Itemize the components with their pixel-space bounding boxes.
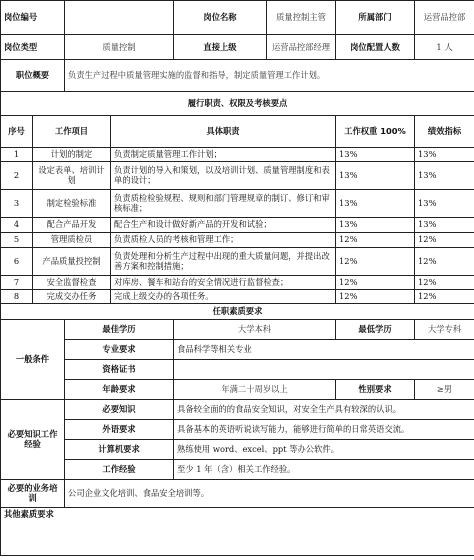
duty-detail: 对库房、餐车和站台的安全情况进行监督检查； — [111, 275, 336, 289]
english-label: 外语要求 — [65, 419, 174, 439]
computer-value: 熟练使用 word、excel、ppt 等办公软件。 — [174, 439, 474, 459]
duty-detail: 配合生产和设计做好新产品的开发和试验； — [111, 217, 336, 232]
min-education-label: 最低学历 — [336, 319, 415, 339]
knowledge-value: 具备较全面的的食品安全知识，对安全生产具有较深的认识。 — [174, 399, 474, 419]
col-item-header: 工作项目 — [33, 116, 111, 148]
min-education-value: 大学专科 — [415, 319, 474, 339]
cert-value — [174, 359, 474, 379]
duty-no: 2 — [1, 161, 33, 189]
col-detail-header: 具体职责 — [111, 116, 336, 148]
duty-row — [1, 275, 474, 289]
duty-no: 6 — [1, 247, 33, 275]
col-weight-header: 工作权重 100% — [336, 116, 415, 148]
dept-value: 运营品控部 — [415, 1, 474, 35]
duty-no: 5 — [1, 232, 33, 247]
overview-row — [1, 60, 474, 92]
duty-item: 完成交办任务 — [33, 289, 111, 303]
major-value: 食品科学等相关专业 — [174, 339, 474, 359]
post-name-value: 质量控制主管 — [267, 1, 336, 35]
post-code-value — [65, 1, 174, 35]
overview-value: 负责生产过程中质量管理实施的监督和指导，制定质量管理工作计划。 — [65, 60, 474, 92]
duty-item: 制定检验标准 — [33, 189, 111, 217]
qual-row-major — [1, 339, 474, 359]
duty-weight: 12% — [336, 247, 415, 275]
qual-row-other — [1, 507, 474, 555]
overview-label: 职位概要 — [1, 60, 65, 92]
duty-no: 4 — [1, 217, 33, 232]
duty-kpi: 12% — [415, 289, 474, 303]
training-label: 必要的业务培训 — [1, 479, 65, 507]
headcount-label: 岗位配置人数 — [336, 35, 415, 60]
duty-item: 安全监督检查 — [33, 275, 111, 289]
qualifications-title-row — [1, 303, 474, 319]
other-requirements — [1, 507, 474, 555]
duty-kpi: 13% — [415, 161, 474, 189]
duty-item: 产品质量投控制 — [33, 247, 111, 275]
duties-header-row — [1, 116, 474, 148]
qual-row-training — [1, 479, 474, 507]
qual-row-age — [1, 379, 474, 399]
duty-kpi: 12% — [415, 247, 474, 275]
duty-weight: 13% — [336, 161, 415, 189]
duty-item: 配合产品开发 — [33, 217, 111, 232]
duty-detail: 完成上级交办的各项任务。 — [111, 289, 336, 303]
duty-detail: 负责计划的导入和策划，以及培训计划、质量管理制度和表单的设计； — [111, 161, 336, 189]
duty-detail: 负责质检人员的考核和管理工作； — [111, 232, 336, 247]
post-name-label: 岗位名称 — [174, 1, 267, 35]
duty-detail: 负责制定质量管理工作计划； — [111, 148, 336, 162]
duty-item: 计划的制定 — [33, 148, 111, 162]
post-code-label: 岗位编号 — [1, 1, 65, 35]
qual-row-cert — [1, 359, 474, 379]
duties-title-row — [1, 92, 474, 116]
age-label: 年龄要求 — [65, 379, 174, 399]
duty-kpi: 13% — [415, 217, 474, 232]
duty-item: 设定表单、培训计划 — [33, 161, 111, 189]
duty-weight: 12% — [336, 289, 415, 303]
training-value: 公司企业文化培训、食品安全培训等。 — [65, 479, 474, 507]
duty-weight: 13% — [336, 148, 415, 162]
general-conditions-label: 一般条件 — [1, 319, 65, 399]
duty-kpi: 12% — [415, 232, 474, 247]
computer-label: 计算机要求 — [65, 439, 174, 459]
duty-row — [1, 189, 474, 217]
duty-kpi: 13% — [415, 189, 474, 217]
superior-value: 运营品控部经理 — [267, 35, 336, 60]
skills-experience-label: 必要知识工作经验 — [1, 399, 65, 479]
major-label: 专业要求 — [65, 339, 174, 359]
col-no-header: 序号 — [1, 116, 33, 148]
duty-item: 管理质检员 — [33, 232, 111, 247]
duty-row — [1, 232, 474, 247]
duty-weight: 13% — [336, 189, 415, 217]
qual-row-education — [1, 319, 474, 339]
experience-label: 工作经验 — [65, 459, 174, 479]
duty-weight: 13% — [336, 217, 415, 232]
other-requirements-label: 其他素质要求 — [4, 508, 54, 519]
dept-label: 所属部门 — [336, 1, 415, 35]
col-kpi-header: 绩效指标 — [415, 116, 474, 148]
duty-kpi: 12% — [415, 275, 474, 289]
duty-row — [1, 148, 474, 162]
best-education-label: 最佳学历 — [65, 319, 174, 339]
duty-kpi: 13% — [415, 148, 474, 162]
knowledge-label: 必要知识 — [65, 399, 174, 419]
duty-row — [1, 289, 474, 303]
qual-row-computer — [1, 439, 474, 459]
duties-section-title: 履行职责、权限及考核要点 — [1, 92, 474, 116]
qual-row-knowledge — [1, 399, 474, 419]
age-value: 年满二十周岁以上 — [174, 379, 336, 399]
post-type-label: 岗位类型 — [1, 35, 65, 60]
english-value: 具备基本的英语听说读写能力，能够进行简单的日常英语交流。 — [174, 419, 474, 439]
duty-no: 1 — [1, 148, 33, 162]
header-row-1 — [1, 1, 474, 35]
duty-no: 7 — [1, 275, 33, 289]
best-education-value: 大学本科 — [174, 319, 336, 339]
duty-row — [1, 247, 474, 275]
qualifications-section-title: 任职素质要求 — [1, 303, 474, 319]
duty-no: 3 — [1, 189, 33, 217]
superior-label: 直接上级 — [174, 35, 267, 60]
duty-row — [1, 161, 474, 189]
duty-detail: 负责质检检验规程、规则和部门管理规章的制订、修订和审核标准； — [111, 189, 336, 217]
qual-row-experience — [1, 459, 474, 479]
duty-weight: 12% — [336, 232, 415, 247]
gender-value: ≥男 — [415, 379, 474, 399]
qual-row-english — [1, 419, 474, 439]
duty-row — [1, 217, 474, 232]
duty-no: 8 — [1, 289, 33, 303]
duty-weight: 12% — [336, 275, 415, 289]
experience-value: 至少 1 年（含）相关工作经验。 — [174, 459, 474, 479]
post-type-value: 质量控制 — [65, 35, 174, 60]
header-row-2 — [1, 35, 474, 60]
cert-label: 资格证书 — [65, 359, 174, 379]
gender-label: 性别要求 — [336, 379, 415, 399]
duty-detail: 负责处理和分析生产过程中出现的重大质量问题，并提出改善方案和控制措施； — [111, 247, 336, 275]
headcount-value: 1 人 — [415, 35, 474, 60]
